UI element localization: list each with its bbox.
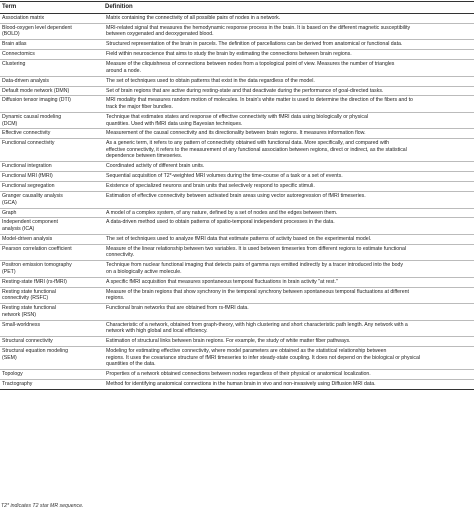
table-row [0, 379, 474, 389]
term-cell: Effective connectivity [0, 129, 103, 139]
term-cell: Blood-oxygen level dependent (BOLD) [0, 23, 103, 39]
table-row [0, 208, 474, 218]
term-cell: Brain atlas [0, 40, 103, 50]
term-cell: Graph [0, 208, 103, 218]
term-cell: Dynamic causal modeling (DCM) [0, 112, 103, 128]
definition-cell: Method for identifying anatomical connections in the human brain in vivo and non-invasively using Diffusion MRI data. [103, 379, 474, 389]
glossary-table [0, 1, 474, 390]
table-header-row [0, 2, 474, 14]
table-row [0, 244, 474, 260]
table-row [0, 182, 474, 192]
definition-cell: Estimation of structural links between brain regions. For example, the study of white matter fiber pathways. [103, 337, 474, 347]
table-row [0, 86, 474, 96]
term-cell: Resting state functional network (RSN) [0, 304, 103, 320]
term-cell: Functional connectivity [0, 139, 103, 162]
definition-cell: A data-driven method used to obtain patterns of spatio-temporal independent processes in the data. [103, 218, 474, 234]
term-cell: Topology [0, 370, 103, 380]
table-footnote: T2* indicates T2 star MR sequence. [1, 503, 84, 509]
definition-cell: Characteristic of a network, obtained from graph-theory, with high clustering and short characteristic path length. Any network with a network with high global and local efficiency. [103, 320, 474, 336]
table-row [0, 337, 474, 347]
table-row [0, 234, 474, 244]
table-row [0, 277, 474, 287]
term-cell: Pearson correlation coefficient [0, 244, 103, 260]
table-row [0, 14, 474, 24]
table-row [0, 162, 474, 172]
table-row [0, 23, 474, 39]
table-row [0, 139, 474, 162]
table-row [0, 112, 474, 128]
term-cell: Structural equation modeling (SEM) [0, 346, 103, 369]
definition-cell: The set of techniques used to analyze fMRI data that estimate patterns of activity based on the experimental model. [103, 234, 474, 244]
term-cell: Model-driven analysis [0, 234, 103, 244]
table-row [0, 50, 474, 60]
definition-column-header: Definition [103, 2, 474, 14]
term-cell: Functional integration [0, 162, 103, 172]
definition-cell: Functional brain networks that are obtained from rs-fMRI data. [103, 304, 474, 320]
table-row [0, 40, 474, 50]
term-cell: Positron emission tomography (PET) [0, 261, 103, 277]
term-cell: Tractography [0, 379, 103, 389]
table-row [0, 304, 474, 320]
definition-cell: Properties of a network obtained connections between nodes regardless of their physical or anatomical localization. [103, 370, 474, 380]
term-cell: Functional MRI (fMRI) [0, 172, 103, 182]
definition-cell: As a generic term, it refers to any pattern of connectivity obtained with functional data. More specifically, and compared with effective connectivity, it refers to the measurement of any functional association between regions, direct or indirect, as the statistical dependence between timeseries. [103, 139, 474, 162]
definition-cell: MRI modality that measures random motion of molecules. In brain's white matter is used to determine the direction of the fibers and to track the major fiber bundles. [103, 96, 474, 112]
definition-cell: Coordinated activity of different brain units. [103, 162, 474, 172]
definition-cell: Field within neuroscience that aims to study the brain by estimating the connections between brain regions. [103, 50, 474, 60]
term-cell: Diffusion tensor imaging (DTI) [0, 96, 103, 112]
term-cell: Resting state functional connectivity (RSFC) [0, 287, 103, 303]
definition-cell: Estimation of effective connectivity between activated brain areas using vector autoregression of fMRI timeseries. [103, 192, 474, 208]
table-row [0, 370, 474, 380]
term-cell: Resting-state fMRI (rs-fMRI) [0, 277, 103, 287]
term-column-header: Term [0, 2, 103, 14]
table-row [0, 320, 474, 336]
table-row [0, 60, 474, 76]
definition-cell: Technique that estimates states and response of effective connectivity with fMRI data using biologically or physical quantities. Used with fMRI data using Bayesian techniques. [103, 112, 474, 128]
definition-cell: Existence of specialized neurons and brain units that selectively respond to specific stimuli. [103, 182, 474, 192]
term-cell: Data-driven analysis [0, 76, 103, 86]
definition-cell: Modeling for estimating effective connectivity, where model parameters are obtained as the statistical relationship between regions. It uses the covariance structure of fMRI timeseries to infer steady-state coupling. It does not depend on the biological or physical quantities of the data. [103, 346, 474, 369]
table-row [0, 96, 474, 112]
definition-cell: Measure of the linear relationship between two variables. It is used between timeseries from different regions to estimate functional connectivity. [103, 244, 474, 260]
table-row [0, 76, 474, 86]
definition-cell: Set of brain regions that are active during resting-state and that deactivate during the performance of goal-directed tasks. [103, 86, 474, 96]
table-row [0, 192, 474, 208]
table-row [0, 287, 474, 303]
definition-cell: The set of techniques used to obtain patterns that exist in the data regardless of the model. [103, 76, 474, 86]
definition-cell: A model of a complex system, of any nature, defined by a set of nodes and the edges between them. [103, 208, 474, 218]
term-cell: Clustering [0, 60, 103, 76]
definition-cell: Measurement of the causal connectivity and its directionality between brain regions. It measures information flow. [103, 129, 474, 139]
table-row [0, 346, 474, 369]
table-row [0, 261, 474, 277]
definition-cell: Structured representation of the brain in parcels. The definition of parcellations can be derived from anatomical or functional data. [103, 40, 474, 50]
term-cell: Small-worldness [0, 320, 103, 336]
term-cell: Connectomics [0, 50, 103, 60]
definition-cell: Sequential acquisition of T2*-weighted MRI volumes during the time-course of a task or a set of events. [103, 172, 474, 182]
term-cell: Structural connectivity [0, 337, 103, 347]
term-cell: Granger causality analysis (GCA) [0, 192, 103, 208]
term-cell: Default mode network (DMN) [0, 86, 103, 96]
definition-cell: A specific fMRI acquisition that measures spontaneous temporal fluctuations in brain activity "at rest." [103, 277, 474, 287]
term-cell: Association matrix [0, 14, 103, 24]
definition-cell: Measure of the cliquishness of connections between nodes from a topological point of view. Measures the number of triangles around a node. [103, 60, 474, 76]
definition-cell: Measure of the brain regions that show synchrony in the temporal synchrony between spontaneous temporal fluctuations at different regions. [103, 287, 474, 303]
definition-cell: Matrix containing the connectivity of all possible pairs of nodes in a network. [103, 14, 474, 24]
table-row [0, 218, 474, 234]
term-cell: Independent component analysis (ICA) [0, 218, 103, 234]
definition-cell: Technique from nuclear functional imaging that detects pairs of gamma rays emitted indirectly by a tracer introduced into the body on a biologically active molecule. [103, 261, 474, 277]
table-row [0, 172, 474, 182]
definition-cell: MRI-related signal that measures the hemodynamic response process in the brain. It is based on the different magnetic susceptibility between oxygenated and deoxygenated blood. [103, 23, 474, 39]
glossary-rows [0, 14, 474, 390]
table-row [0, 129, 474, 139]
term-cell: Functional segregation [0, 182, 103, 192]
